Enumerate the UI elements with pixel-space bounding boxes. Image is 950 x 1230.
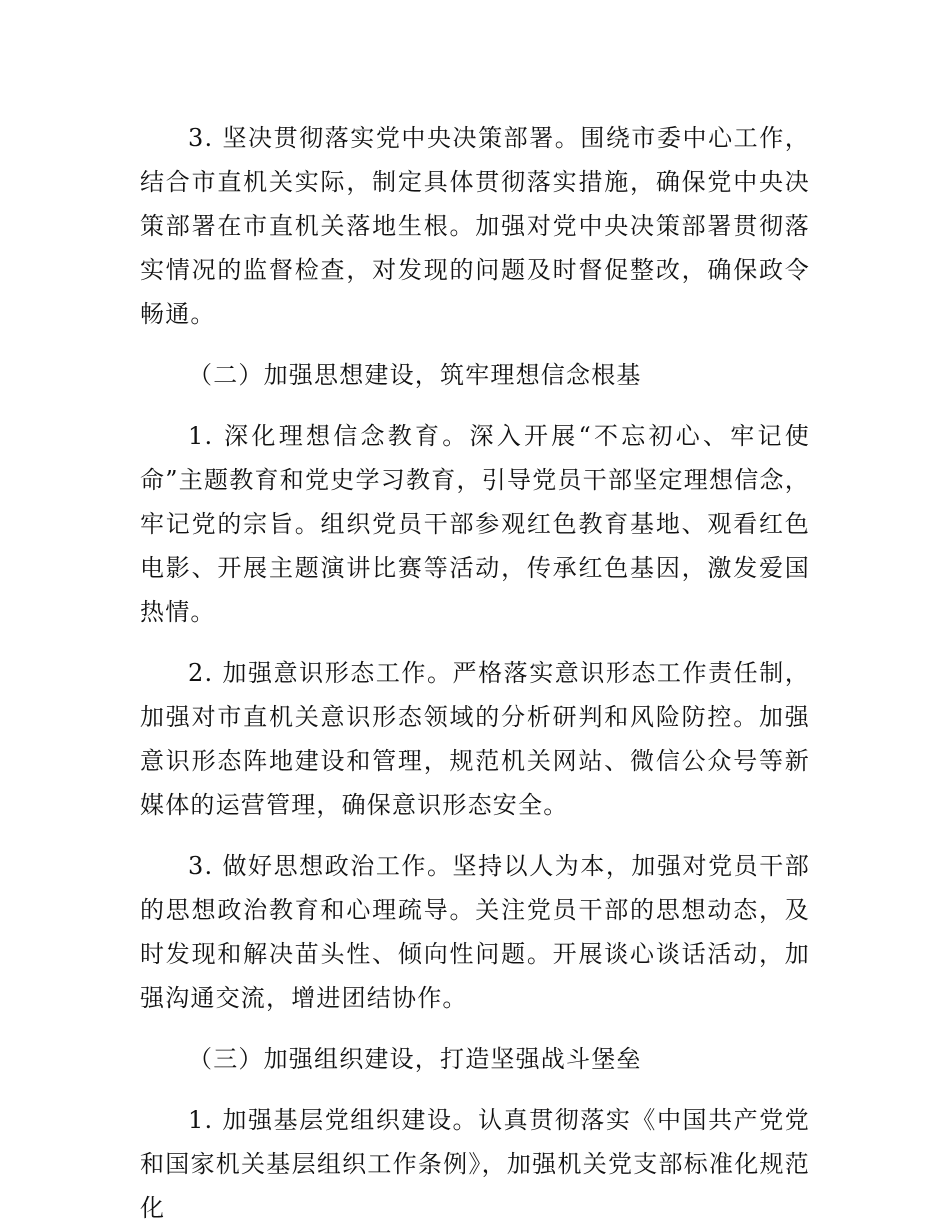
section-heading-ideological-building: （二）加强思想建设，筑牢理想信念根基 <box>188 361 642 389</box>
paragraph-implement-decisions: 3. 坚决贯彻落实党中央决策部署。围绕市委中心工作，结合市直机关实际，制定具体贯彻落实措施，确保党中央决策部署在市直机关落地生根。加强对党中央决策部署贯彻落实情况的监督检查，对发现的问题及时督促整改，确保政令畅通。 <box>140 124 810 328</box>
section-heading-organization-building: （三）加强组织建设，打造坚强战斗堡垒 <box>188 1045 642 1073</box>
paragraph-ideals-education: 1. 深化理想信念教育。深入开展“不忘初心、牢记使命”主题教育和党史学习教育，引导党员干部坚定理想信念，牢记党的宗旨。组织党员干部参观红色教育基地、观看红色电影、开展主题演讲比赛等活动，传承红色基因，激发爱国热情。 <box>140 422 810 626</box>
paragraph-ideology-work: 2. 加强意识形态工作。严格落实意识形态工作责任制，加强对市直机关意识形态领域的分析研判和风险防控。加强意识形态阵地建设和管理，规范机关网站、微信公众号等新媒体的运营管理，确保意识形态安全。 <box>140 659 810 819</box>
paragraph-grassroots-organization: 1. 加强基层党组织建设。认真贯彻落实《中国共产党党和国家机关基层组织工作条例》，加强机关党支部标准化规范化 <box>140 1106 810 1222</box>
paragraph-political-work: 3. 做好思想政治工作。坚持以人为本，加强对党员干部的思想政治教育和心理疏导。关注党员干部的思想动态，及时发现和解决苗头性、倾向性问题。开展谈心谈话活动，加强沟通交流，增进团结协作。 <box>140 852 810 1012</box>
